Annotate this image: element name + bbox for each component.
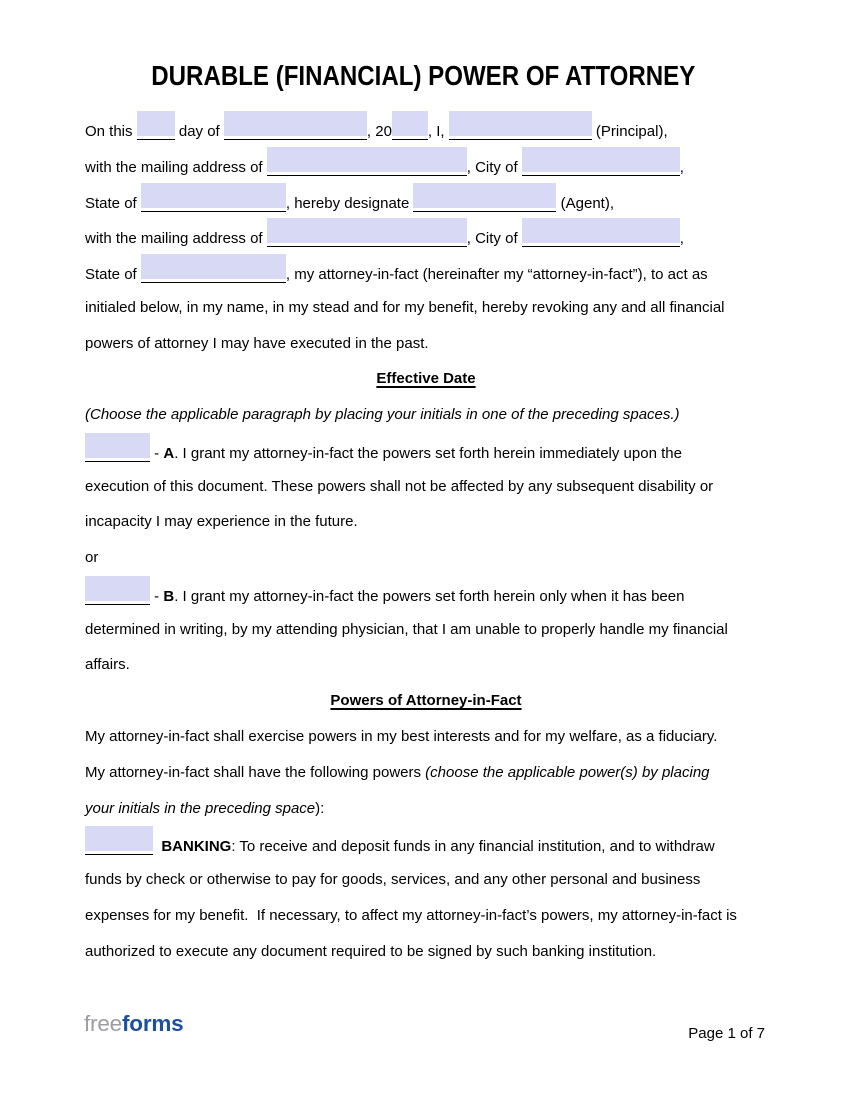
logo-text-free: free xyxy=(84,1011,122,1036)
intro-line-3 xyxy=(85,183,767,219)
text-run: , xyxy=(679,158,684,176)
day-field[interactable] xyxy=(137,111,175,140)
text-run: with the mailing address of xyxy=(85,158,267,176)
text-run: your initials in the preceding space xyxy=(85,799,316,817)
option-b-line-3 xyxy=(85,647,767,683)
agent-address-field[interactable] xyxy=(267,218,467,247)
text-run: : To receive and deposit funds in any financial institution, and to withdraw xyxy=(231,838,715,856)
banking-line-1 xyxy=(85,826,767,862)
banking-line-3 xyxy=(85,898,767,934)
text-run: Effective Date xyxy=(376,370,476,388)
text-run: or xyxy=(85,549,99,567)
banking-initials-field[interactable] xyxy=(85,826,153,855)
text-run: powers of attorney I may have executed in the past. xyxy=(85,334,429,352)
text-run: (Choose the applicable paragraph by placing your initials in one of the preceding spaces.) xyxy=(85,406,680,424)
text-run: , City of xyxy=(466,158,522,176)
text-run: , I, xyxy=(427,123,449,140)
text-run: BANKING xyxy=(161,838,232,856)
intro-line-1 xyxy=(85,111,767,147)
option-b-line-2 xyxy=(85,612,767,648)
option-a-initials-field[interactable] xyxy=(85,433,150,462)
text-run: A xyxy=(163,444,175,462)
text-run: determined in writing, by my attending physician, that I am unable to properly handle my financial xyxy=(85,620,728,638)
document-title: DURABLE (FINANCIAL) POWER OF ATTORNEY xyxy=(151,60,696,91)
document-title-wrap xyxy=(0,60,847,92)
month-field[interactable] xyxy=(224,111,367,140)
document-body xyxy=(85,111,767,969)
agent-city-field[interactable] xyxy=(522,218,680,247)
agent-name-field[interactable] xyxy=(413,183,556,212)
option-b-line-1 xyxy=(85,576,767,612)
text-run: (Agent), xyxy=(556,194,614,212)
intro-line-2 xyxy=(85,147,767,183)
effective-date-instruction xyxy=(85,397,767,433)
option-b-initials-field[interactable] xyxy=(85,576,150,605)
powers-heading xyxy=(85,683,767,719)
intro-line-7 xyxy=(85,326,767,362)
powers-line-1 xyxy=(85,719,767,755)
text-run: funds by check or otherwise to pay for goods, services, and any other personal and business xyxy=(85,871,701,889)
intro-line-4 xyxy=(85,218,767,254)
text-run: affairs. xyxy=(85,656,130,674)
text-run: On this xyxy=(85,123,137,140)
banking-line-2 xyxy=(85,862,767,898)
text-run: B xyxy=(163,587,175,605)
text-run: , hereby designate xyxy=(285,194,414,212)
text-run: with the mailing address of xyxy=(85,230,267,248)
text-run: incapacity I may experience in the future. xyxy=(85,513,358,531)
year-field[interactable] xyxy=(392,111,428,140)
text-run: execution of this document. These powers shall not be affected by any subsequent disability or xyxy=(85,477,714,495)
text-run: (Principal), xyxy=(591,123,668,140)
text-run: day of xyxy=(174,123,224,140)
text-run: . I grant my attorney-in-fact the powers set forth herein only when it has been xyxy=(174,587,685,605)
text-run: , 20 xyxy=(366,123,392,140)
text-run: My attorney-in-fact shall have the following powers xyxy=(85,763,426,781)
page-number: Page 1 of 7 xyxy=(688,1025,765,1042)
text-run: Powers of Attorney-in-Fact xyxy=(330,692,522,710)
text-run: authorized to execute any document required to be signed by such banking institution. xyxy=(85,942,657,960)
effective-date-heading xyxy=(85,361,767,397)
principal-city-field[interactable] xyxy=(522,147,680,176)
powers-line-3 xyxy=(85,791,767,827)
text-run: (choose the applicable power(s) by placing xyxy=(425,763,710,781)
option-a-line-2 xyxy=(85,469,767,505)
text-run: , xyxy=(679,230,684,248)
text-run: initialed below, in my name, in my stead and for my benefit, hereby revoking any and all financial xyxy=(85,298,725,316)
or-line xyxy=(85,540,767,576)
option-a-line-1 xyxy=(85,433,767,469)
text-run: ): xyxy=(315,799,325,817)
freeforms-logo xyxy=(84,1011,184,1037)
agent-state-field[interactable] xyxy=(141,254,286,283)
text-run: , City of xyxy=(466,230,522,248)
banking-line-4 xyxy=(85,934,767,970)
principal-address-field[interactable] xyxy=(267,147,467,176)
text-run: expenses for my benefit. If necessary, to affect my attorney-in-fact’s powers, my attorney-in-fact is xyxy=(85,906,737,924)
intro-line-5 xyxy=(85,254,767,290)
text-run: , my attorney-in-fact (hereinafter my “attorney-in-fact”), to act as xyxy=(285,266,708,284)
principal-name-field[interactable] xyxy=(449,111,592,140)
logo-text-forms: forms xyxy=(121,1011,184,1036)
text-run: - xyxy=(150,587,164,605)
option-a-line-3 xyxy=(85,504,767,540)
text-run: . I grant my attorney-in-fact the powers set forth herein immediately upon the xyxy=(174,444,682,462)
text-run: - xyxy=(150,444,164,462)
text-run: My attorney-in-fact shall exercise powers in my best interests and for my welfare, as a fiduciary. xyxy=(85,728,718,746)
intro-line-6 xyxy=(85,290,767,326)
text-run: State of xyxy=(85,194,141,212)
text-run: State of xyxy=(85,266,141,284)
principal-state-field[interactable] xyxy=(141,183,286,212)
powers-line-2 xyxy=(85,755,767,791)
